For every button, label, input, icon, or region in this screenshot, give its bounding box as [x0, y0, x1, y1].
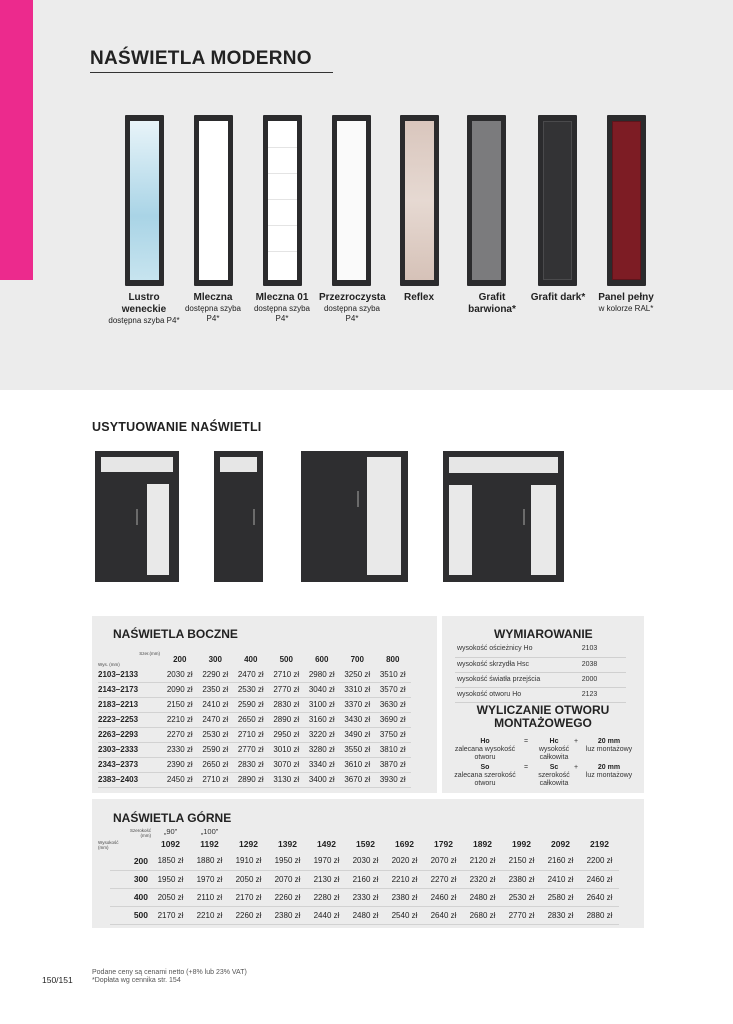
- price-cell: 2110 zł: [190, 888, 229, 906]
- variant-caption: [94, 292, 194, 326]
- price-cell: 2480 zł: [463, 888, 502, 906]
- formula-height-a-desc: zalecana wysokość otworu: [454, 746, 516, 761]
- top-column-header: [463, 835, 502, 852]
- opening-title-line-1: WYLICZANIE OTWORU: [476, 703, 610, 717]
- price-cell: 2380 zł: [502, 870, 541, 888]
- price-cell: 2410 zł: [541, 870, 580, 888]
- formula-height-c-desc: luz montażowy: [585, 746, 633, 753]
- formula-height-b: Hc: [549, 738, 559, 745]
- column-label: 1592: [356, 838, 375, 849]
- variant-note: dostępna szyba P4*: [253, 304, 311, 323]
- variant-caption: [249, 292, 315, 324]
- price-cell: 2050 zł: [229, 870, 268, 888]
- price-cell: 3670 zł: [340, 772, 376, 787]
- price-cell: 2480 zł: [346, 906, 385, 924]
- variant-glass: [130, 121, 159, 280]
- price-cell: 2090 zł: [162, 682, 198, 697]
- top-light-glass: [101, 457, 173, 472]
- price-cell: 3400 zł: [304, 772, 340, 787]
- top-light-glass: [449, 457, 558, 473]
- table-row: [455, 657, 626, 672]
- row-label: 2263–2293: [98, 727, 162, 742]
- corner-height-label: Wys. (mm): [98, 662, 120, 667]
- formula-height-b-desc: wysokość całkowita: [538, 746, 570, 761]
- variant-caption: [369, 292, 469, 304]
- variant-glass: [612, 121, 641, 280]
- formula-height-plus: +: [573, 738, 579, 745]
- price-cell: 3340 zł: [304, 757, 340, 772]
- side-column-header: 500: [279, 654, 293, 664]
- variant-caption: [576, 292, 676, 314]
- side-lights-table: [98, 651, 411, 788]
- price-cell: 3870 zł: [375, 757, 411, 772]
- table-corner: [98, 651, 162, 667]
- top-lights-table: [98, 827, 619, 925]
- frosted-stripe: [268, 199, 297, 200]
- variant-name: Przezroczysta: [319, 292, 386, 303]
- price-cell: 2410 zł: [198, 697, 234, 712]
- column-label: 1492: [317, 838, 336, 849]
- price-cell: 3810 zł: [375, 742, 411, 757]
- dimension-value: 2038: [553, 657, 626, 672]
- column-label: 1192: [200, 838, 219, 849]
- variant-note: dostępna szyba P4*: [108, 316, 180, 325]
- formula-width-plus: +: [573, 764, 579, 771]
- door-top-and-side-light: [95, 451, 179, 582]
- formula-height-c: 20 mm: [597, 738, 621, 745]
- price-cell: 2470 zł: [233, 667, 269, 682]
- table-corner: [98, 828, 151, 852]
- variant-panel: [607, 115, 646, 286]
- price-cell: 1950 zł: [151, 870, 190, 888]
- row-label: 2303–2333: [98, 742, 162, 757]
- price-cell: 3070 zł: [269, 757, 305, 772]
- formula-width: [449, 764, 639, 790]
- table-row: [98, 667, 411, 682]
- formula-width-a-desc: zalecana szerokość otworu: [454, 772, 516, 787]
- column-label: 1392: [278, 838, 297, 849]
- variant-panel: [194, 115, 233, 286]
- table-row: [98, 682, 411, 697]
- frosted-stripe: [268, 173, 297, 174]
- price-cell: 2710 zł: [269, 667, 305, 682]
- column-alias: „100”: [200, 827, 219, 836]
- price-cell: 2210 zł: [190, 906, 229, 924]
- top-column-header: [151, 827, 190, 852]
- column-label: 1892: [473, 838, 492, 849]
- price-cell: 2020 zł: [385, 852, 424, 870]
- dimension-label: wysokość ościeżnicy Ho: [455, 642, 553, 657]
- top-column-header: [190, 827, 229, 852]
- variant-name: Reflex: [403, 292, 434, 303]
- variant-caption: [180, 292, 246, 324]
- price-cell: 2270 zł: [162, 727, 198, 742]
- top-column-header: [502, 835, 541, 852]
- variant-name: Mleczna 01: [255, 292, 309, 303]
- title-underline: [90, 72, 333, 73]
- corner-width-label: Szerokość (mm): [129, 828, 151, 838]
- price-cell: 2440 zł: [307, 906, 346, 924]
- price-cell: 2260 zł: [229, 906, 268, 924]
- side-column-header: 700: [350, 654, 364, 664]
- variant-glass: [543, 121, 572, 280]
- corner-height-label: Wysokość (mm): [98, 840, 119, 850]
- variant-panel: [125, 115, 164, 286]
- price-cell: 2640 zł: [424, 906, 463, 924]
- top-column-header: [268, 835, 307, 852]
- top-column-header: [346, 835, 385, 852]
- price-cell: 2330 zł: [346, 888, 385, 906]
- price-cell: 2530 zł: [233, 682, 269, 697]
- price-cell: 2050 zł: [151, 888, 190, 906]
- variant-panel: [263, 115, 302, 286]
- price-cell: 2470 zł: [198, 712, 234, 727]
- row-label: 500: [110, 906, 151, 924]
- variant-panel: [400, 115, 439, 286]
- price-cell: 3570 zł: [375, 682, 411, 697]
- price-cell: 3010 zł: [269, 742, 305, 757]
- row-label: 2143–2173: [98, 682, 162, 697]
- door-handle: [523, 509, 525, 525]
- price-cell: 3550 zł: [340, 742, 376, 757]
- price-cell: 2770 zł: [269, 682, 305, 697]
- column-label: 2192: [590, 838, 609, 849]
- corner-width-label: Szer.(mm): [139, 651, 160, 656]
- top-column-header: [580, 835, 619, 852]
- price-cell: 2590 zł: [233, 697, 269, 712]
- price-cell: 3490 zł: [340, 727, 376, 742]
- side-light-glass: [367, 457, 401, 575]
- table-row: [110, 852, 619, 870]
- price-cell: 2290 zł: [198, 667, 234, 682]
- price-cell: 3280 zł: [304, 742, 340, 757]
- frosted-stripe: [268, 147, 297, 148]
- dimension-value: 2123: [553, 687, 626, 702]
- variant-panel: [467, 115, 506, 286]
- door-handle: [253, 509, 255, 525]
- top-column-header: [385, 835, 424, 852]
- price-cell: 2070 zł: [268, 870, 307, 888]
- price-cell: 2030 zł: [346, 852, 385, 870]
- row-label: 2223–2253: [98, 712, 162, 727]
- price-cell: 3690 zł: [375, 712, 411, 727]
- price-cell: 2170 zł: [151, 906, 190, 924]
- variant-glass: [268, 121, 297, 280]
- top-lights-title: NAŚWIETLA GÓRNE: [113, 811, 232, 825]
- opening-title-line-2: MONTAŻOWEGO: [494, 716, 592, 730]
- formula-width-c-desc: luz montażowy: [585, 772, 633, 779]
- price-cell: 2390 zł: [162, 757, 198, 772]
- table-row: [110, 906, 619, 924]
- left-side-light-glass: [449, 485, 472, 575]
- price-cell: 2590 zł: [198, 742, 234, 757]
- variant-glass: [405, 121, 434, 280]
- accent-bar: [0, 0, 33, 280]
- price-cell: 2710 zł: [198, 772, 234, 787]
- side-column-header: 300: [208, 654, 222, 664]
- price-cell: 1910 zł: [229, 852, 268, 870]
- price-cell: 2160 zł: [346, 870, 385, 888]
- price-cell: 3370 zł: [340, 697, 376, 712]
- row-label: 2183–2213: [98, 697, 162, 712]
- footer-notes: [92, 969, 247, 985]
- price-cell: 2830 zł: [233, 757, 269, 772]
- variant-name: Mleczna: [193, 292, 233, 303]
- variant-note: dostępna szyba P4*: [323, 304, 381, 323]
- door-double-side-and-top-light: [443, 451, 564, 582]
- variant-name: Grafit barwiona*: [468, 292, 516, 315]
- price-cell: 1970 zł: [190, 870, 229, 888]
- price-cell: 3160 zł: [304, 712, 340, 727]
- price-cell: 2640 zł: [580, 888, 619, 906]
- price-cell: 2680 zł: [463, 906, 502, 924]
- table-row: [98, 772, 411, 787]
- door-handle: [357, 491, 359, 507]
- price-cell: 2950 zł: [269, 727, 305, 742]
- side-light-glass: [147, 484, 169, 575]
- price-cell: 1970 zł: [307, 852, 346, 870]
- table-row: [98, 757, 411, 772]
- price-cell: 2380 zł: [385, 888, 424, 906]
- placement-title: USYTUOWANIE NAŚWIETLI: [92, 420, 262, 434]
- row-label: 2383–2403: [98, 772, 162, 787]
- dimensions-table: [455, 642, 626, 703]
- price-cell: 2540 zł: [385, 906, 424, 924]
- column-label: 1292: [239, 838, 258, 849]
- price-cell: 3750 zł: [375, 727, 411, 742]
- price-cell: 2450 zł: [162, 772, 198, 787]
- price-cell: 3610 zł: [340, 757, 376, 772]
- variant-panel: [538, 115, 577, 286]
- door-handle: [136, 509, 138, 525]
- price-cell: 2350 zł: [198, 682, 234, 697]
- column-label: 1092: [161, 838, 180, 849]
- opening-title: [442, 704, 644, 730]
- price-cell: 2460 zł: [424, 888, 463, 906]
- table-row: [98, 727, 411, 742]
- formula-width-eq: =: [523, 764, 529, 771]
- price-cell: 2890 zł: [269, 712, 305, 727]
- row-label: 200: [110, 852, 151, 870]
- door-top-light: [214, 451, 263, 582]
- variant-glass: [337, 121, 366, 280]
- price-cell: 3220 zł: [304, 727, 340, 742]
- table-row: [98, 712, 411, 727]
- column-label: 1992: [512, 838, 531, 849]
- variant-name: Grafit dark*: [530, 292, 586, 303]
- price-cell: 2530 zł: [502, 888, 541, 906]
- price-cell: 3310 zł: [340, 682, 376, 697]
- price-cell: 2530 zł: [198, 727, 234, 742]
- price-cell: 2770 zł: [502, 906, 541, 924]
- price-cell: 2280 zł: [307, 888, 346, 906]
- price-cell: 2260 zł: [268, 888, 307, 906]
- top-column-header: [541, 835, 580, 852]
- variant-glass: [199, 121, 228, 280]
- price-cell: 3040 zł: [304, 682, 340, 697]
- price-cell: 2710 zł: [233, 727, 269, 742]
- footer-note-vat: Podane ceny są cenami netto (+8% lub 23% VAT): [92, 969, 247, 976]
- price-cell: 3510 zł: [375, 667, 411, 682]
- variant-panel: [332, 115, 371, 286]
- formula-height-eq: =: [523, 738, 529, 745]
- formula-width-a: So: [480, 764, 490, 771]
- door-side-light: [301, 451, 408, 582]
- formula-width-b-desc: szerokość całkowita: [538, 772, 570, 787]
- side-column-header: 800: [386, 654, 400, 664]
- price-cell: 2210 zł: [385, 870, 424, 888]
- row-label: 2343–2373: [98, 757, 162, 772]
- dimension-value: 2000: [553, 672, 626, 687]
- frosted-stripe: [268, 225, 297, 226]
- price-cell: 2160 zł: [541, 852, 580, 870]
- column-label: 2092: [551, 838, 570, 849]
- side-column-header: 600: [315, 654, 329, 664]
- variant-name: Lustro weneckie: [121, 292, 167, 315]
- variant-caption: [459, 292, 525, 316]
- column-label: 1692: [395, 838, 414, 849]
- price-cell: 2030 zł: [162, 667, 198, 682]
- top-column-header: [229, 835, 268, 852]
- formula-width-c: 20 mm: [597, 764, 621, 771]
- variant-note: dostępna szyba P4*: [184, 304, 242, 323]
- table-row: [455, 672, 626, 687]
- side-lights-title: NAŚWIETLA BOCZNE: [113, 627, 238, 641]
- price-cell: 2650 zł: [233, 712, 269, 727]
- frosted-stripe: [268, 251, 297, 252]
- price-cell: 2580 zł: [541, 888, 580, 906]
- price-cell: 3250 zł: [340, 667, 376, 682]
- variant-name: Panel pełny: [598, 292, 654, 303]
- table-row: [98, 697, 411, 712]
- price-cell: 2460 zł: [580, 870, 619, 888]
- table-row: [455, 687, 626, 702]
- table-row: [98, 742, 411, 757]
- column-label: 1792: [434, 838, 453, 849]
- price-cell: 2200 zł: [580, 852, 619, 870]
- top-column-header: [307, 835, 346, 852]
- side-column-header: 200: [173, 654, 187, 664]
- side-column-header: 400: [244, 654, 258, 664]
- row-label: 2103–2133: [98, 667, 162, 682]
- price-cell: 1850 zł: [151, 852, 190, 870]
- table-row: [455, 642, 626, 657]
- price-cell: 2270 zł: [424, 870, 463, 888]
- price-cell: 3930 zł: [375, 772, 411, 787]
- dimensions-title: WYMIAROWANIE: [494, 627, 593, 641]
- formula-width-b: Sc: [549, 764, 559, 771]
- price-cell: 2380 zł: [268, 906, 307, 924]
- price-cell: 1950 zł: [268, 852, 307, 870]
- price-cell: 2150 zł: [502, 852, 541, 870]
- price-cell: 2130 zł: [307, 870, 346, 888]
- page-number: 150/151: [42, 975, 73, 985]
- footer-note-surcharge: *Dopłata wg cennika str. 154: [92, 977, 181, 984]
- row-label: 400: [110, 888, 151, 906]
- price-cell: 2830 zł: [269, 697, 305, 712]
- price-cell: 2150 zł: [162, 697, 198, 712]
- price-cell: 2650 zł: [198, 757, 234, 772]
- price-cell: 2880 zł: [580, 906, 619, 924]
- row-label: 300: [110, 870, 151, 888]
- price-cell: 3630 zł: [375, 697, 411, 712]
- price-cell: 2170 zł: [229, 888, 268, 906]
- price-cell: 2830 zł: [541, 906, 580, 924]
- top-light-glass: [220, 457, 257, 472]
- price-cell: 2890 zł: [233, 772, 269, 787]
- price-cell: 2210 zł: [162, 712, 198, 727]
- price-cell: 3130 zł: [269, 772, 305, 787]
- price-cell: 2120 zł: [463, 852, 502, 870]
- price-cell: 2980 zł: [304, 667, 340, 682]
- top-column-header: [424, 835, 463, 852]
- variant-note: w kolorze RAL*: [598, 304, 654, 313]
- price-cell: 3430 zł: [340, 712, 376, 727]
- dimension-label: wysokość światła przejścia: [455, 672, 553, 687]
- price-cell: 1880 zł: [190, 852, 229, 870]
- page-title: NAŚWIETLA MODERNO: [90, 48, 312, 69]
- column-alias: „90”: [163, 827, 178, 836]
- table-row: [110, 888, 619, 906]
- price-cell: 2330 zł: [162, 742, 198, 757]
- price-cell: 3100 zł: [304, 697, 340, 712]
- variant-glass: [472, 121, 501, 280]
- dimension-value: 2103: [553, 642, 626, 657]
- dimension-label: wysokość skrzydła Hsc: [455, 657, 553, 672]
- dimension-label: wysokość otworu Ho: [455, 687, 553, 702]
- table-row: [110, 870, 619, 888]
- price-cell: 2070 zł: [424, 852, 463, 870]
- price-cell: 2770 zł: [233, 742, 269, 757]
- right-side-light-glass: [531, 485, 556, 575]
- formula-height: [449, 738, 639, 762]
- formula-height-a: Ho: [480, 738, 490, 745]
- price-cell: 2320 zł: [463, 870, 502, 888]
